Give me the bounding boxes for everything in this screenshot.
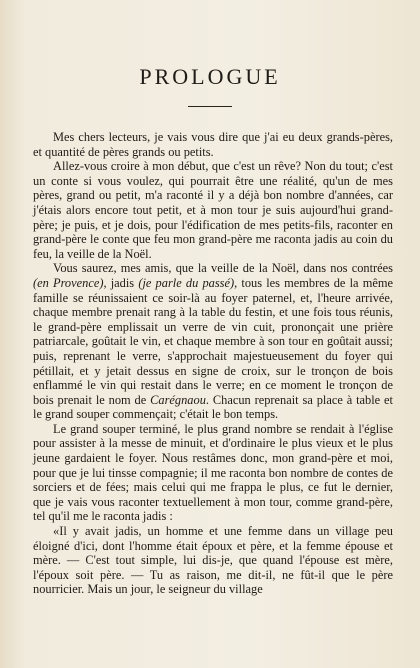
text-run: Allez-vous croire à mon début, que c'est un rêve? Non du tout; c'est un conte si vous voulez, qui pourrait être une réalité, qu'un de mes pères, grand ou petit, m'a raconté il y a déjà bon nombre d'années, car j'étais alors encore tout petit, et à mon tour je suis aujourd'hui grand-père; je puis, et je dois, pour l'édification de mes petits-fils, raconter en grand-père le conte que feu mon grand-père me raconta jadis au coin du feu, la veille de la Noël. bbox=[33, 159, 393, 261]
text-run: «Il y avait jadis, un homme et une femme dans un village peu éloigné d'ici, dont l'homme était époux et père, et la femme épouse et mère. — C'est tout simple, lui dis-je, que quand l'épouse est mère, l'époux soit père. — Tu as raison, me dit-il, ne fût-il que le père nourricier. Mais un jour, le seigneur du village bbox=[33, 524, 393, 597]
text-run: , tous les membres de la même famille se réunissaient ce soir-là au foyer paternel, et, l'heure arrivée, chaque membre prenait rang à la table du festin, et une fois tous réunis, le grand-père emplissait un verre de vin cuit, prononçait une prière patriarcale, goûtait le vin, et chaque membre à son tour en goûtait aussi; puis, reprenant le verre, s'approchait majestueusement du foyer qui pétillait, et y jetait dessus en signe de croix, sur le tronçon de bois enflammé le vin qui restait dans le verre; en ce moment le tronçon de bois prenait le nom de bbox=[33, 275, 393, 407]
title-rule bbox=[188, 106, 232, 107]
paragraph-3 bbox=[33, 261, 393, 422]
text-run: , jadis bbox=[103, 275, 139, 290]
paragraph-2 bbox=[33, 159, 393, 261]
text-run: . Chacun reprenait sa place à table et le grand souper commençait; c'était le bon temps. bbox=[33, 392, 393, 422]
italic-run: Carégnaou bbox=[150, 392, 206, 407]
italic-run: (je parle du passé) bbox=[138, 275, 235, 290]
paragraph-5 bbox=[33, 524, 393, 597]
text-run: Le grand souper terminé, le plus grand nombre se rendait à l'église pour assister à la messe de minuit, et d'ordinaire le plus vieux et le plus jeune gardaient le foyer. Nous restâmes donc, mon grand-père et moi, pour que je lui tinsse compagnie; il me raconta bon nombre de contes de sorciers et de fées; mais celui qui me frappa le plus, ce fut le dernier, que je vais vous raconter textuellement à mon tour, comme grand-père, tel qu'il me le raconta jadis : bbox=[33, 421, 393, 524]
text-run: Mes chers lecteurs, je vais vous dire que j'ai eu deux grands-pères, et quantité de pères grands ou petits. bbox=[33, 130, 393, 159]
italic-run: (en Provence) bbox=[33, 275, 104, 290]
paragraph-1 bbox=[33, 130, 393, 159]
body-text bbox=[33, 130, 393, 597]
chapter-title: PROLOGUE bbox=[139, 64, 281, 89]
paragraph-4 bbox=[33, 422, 393, 524]
text-run: Vous saurez, mes amis, que la veille de la Noël, dans nos contrées bbox=[53, 261, 393, 276]
